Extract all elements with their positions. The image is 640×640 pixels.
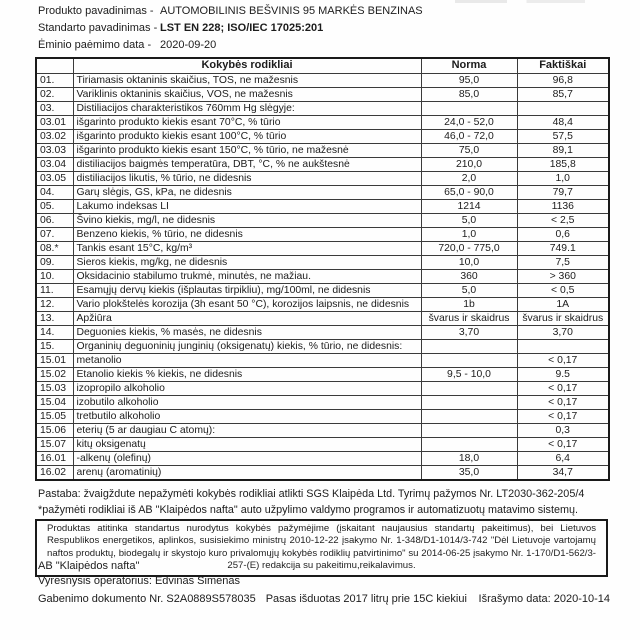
indicator-name: Sieros kiekis, mg/kg, ne didesnis bbox=[73, 255, 421, 269]
note-line-1: Pastaba: žvaigždute nepažymėti kokybės rodikliai atlikti SGS Klaipėda Ltd. Tyrimų pažymos Nr. LT2030-362-205/4 bbox=[38, 488, 585, 500]
faktiskai-value: švarus ir skaidrus bbox=[517, 311, 609, 325]
row-number: 03.02 bbox=[36, 129, 73, 143]
norma-value: 65,0 - 90,0 bbox=[421, 185, 517, 199]
norma-value: 85,0 bbox=[421, 87, 517, 101]
indicator-name: išgarinto produkto kiekis esant 150°C, % tūrio, ne mažesnė bbox=[73, 143, 421, 157]
faktiskai-value: < 0,17 bbox=[517, 395, 609, 409]
indicator-name: Apžiūra bbox=[73, 311, 421, 325]
faktiskai-value: > 360 bbox=[517, 269, 609, 283]
norma-value: 46,0 - 72,0 bbox=[421, 129, 517, 143]
norma-value: 3,70 bbox=[421, 325, 517, 339]
row-number: 09. bbox=[36, 255, 73, 269]
scan-artifact bbox=[455, 0, 585, 3]
norma-value bbox=[421, 381, 517, 395]
indicator-name: Esamųjų dervų kiekis (išplautas tirpikliu), mg/100ml, ne didesnis bbox=[73, 283, 421, 297]
table-row bbox=[36, 255, 609, 269]
norma-value: 360 bbox=[421, 269, 517, 283]
indicator-name: izopropilo alkoholio bbox=[73, 381, 421, 395]
table-row bbox=[36, 311, 609, 325]
faktiskai-value: 9.5 bbox=[517, 367, 609, 381]
indicator-name: Švino kiekis, mg/l, ne didesnis bbox=[73, 213, 421, 227]
norma-value: 720,0 - 775,0 bbox=[421, 241, 517, 255]
row-number: 03.01 bbox=[36, 115, 73, 129]
table-row bbox=[36, 199, 609, 213]
faktiskai-value: 0,6 bbox=[517, 227, 609, 241]
faktiskai-value: 1A bbox=[517, 297, 609, 311]
faktiskai-value: 89,1 bbox=[517, 143, 609, 157]
faktiskai-value: 96,8 bbox=[517, 73, 609, 87]
faktiskai-value: 6,4 bbox=[517, 451, 609, 465]
norma-value: švarus ir skaidrus bbox=[421, 311, 517, 325]
table-row bbox=[36, 157, 609, 171]
faktiskai-value bbox=[517, 101, 609, 115]
standard-name-row bbox=[38, 20, 423, 37]
table-row bbox=[36, 325, 609, 339]
indicator-name: kitų oksigenatų bbox=[73, 437, 421, 451]
norma-value bbox=[421, 101, 517, 115]
row-number: 03.05 bbox=[36, 171, 73, 185]
sample-date-row bbox=[38, 37, 423, 54]
indicator-name: Oksidacinio stabilumo trukmė, minutės, ne mažiau. bbox=[73, 269, 421, 283]
indicator-name: metanolio bbox=[73, 353, 421, 367]
row-number: 06. bbox=[36, 213, 73, 227]
indicator-name: Lakumo indeksas LI bbox=[73, 199, 421, 213]
faktiskai-value: 0,3 bbox=[517, 423, 609, 437]
table-row bbox=[36, 367, 609, 381]
row-number: 15.06 bbox=[36, 423, 73, 437]
indicator-name: Etanolio kiekis % kiekis, ne didesnis bbox=[73, 367, 421, 381]
row-number: 02. bbox=[36, 87, 73, 101]
indicator-name: distiliacijos baigmės temperatūra, DBT, °C, % ne aukštesnė bbox=[73, 157, 421, 171]
row-number: 13. bbox=[36, 311, 73, 325]
faktiskai-value: 185,8 bbox=[517, 157, 609, 171]
table-row bbox=[36, 395, 609, 409]
norma-value bbox=[421, 437, 517, 451]
faktiskai-value: 85,7 bbox=[517, 87, 609, 101]
table-row bbox=[36, 87, 609, 101]
col-header-norma: Norma bbox=[421, 58, 517, 73]
col-header-number bbox=[36, 58, 73, 73]
table-row bbox=[36, 353, 609, 367]
indicator-name: distiliacijos likutis, % tūrio, ne didesnis bbox=[73, 171, 421, 185]
col-header-indicators: Kokybės rodikliai bbox=[73, 58, 421, 73]
faktiskai-value: 3,70 bbox=[517, 325, 609, 339]
company-name: AB "Klaipėdos nafta" bbox=[38, 560, 140, 572]
norma-value: 5,0 bbox=[421, 213, 517, 227]
row-number: 03.03 bbox=[36, 143, 73, 157]
norma-value: 5,0 bbox=[421, 283, 517, 297]
indicator-name: Vario plokštelės korozija (3h esant 50 °C), korozijos laipsnis, ne didesnis bbox=[73, 297, 421, 311]
norma-value: 1,0 bbox=[421, 227, 517, 241]
col-header-faktiskai: Faktiškai bbox=[517, 58, 609, 73]
table-row bbox=[36, 381, 609, 395]
indicator-name: eterių (5 ar daugiau C atomų): bbox=[73, 423, 421, 437]
row-number: 15. bbox=[36, 339, 73, 353]
row-number: 15.04 bbox=[36, 395, 73, 409]
indicator-name: išgarinto produkto kiekis esant 100°C, % tūrio bbox=[73, 129, 421, 143]
indicator-name: Tiriamasis oktaninis skaičius, TOS, ne mažesnis bbox=[73, 73, 421, 87]
table-row bbox=[36, 339, 609, 353]
standard-name-label: Standarto pavadinimas - bbox=[38, 22, 158, 34]
table-row bbox=[36, 465, 609, 480]
indicator-name: Garų slėgis, GS, kPa, ne didesnis bbox=[73, 185, 421, 199]
faktiskai-value bbox=[517, 339, 609, 353]
norma-value: 35,0 bbox=[421, 465, 517, 480]
faktiskai-value: 7,5 bbox=[517, 255, 609, 269]
indicator-name: išgarinto produkto kiekis esant 70°C, % tūrio bbox=[73, 115, 421, 129]
document-header bbox=[38, 3, 423, 54]
product-name-value: AUTOMOBILINIS BEŠVINIS 95 MARKĖS BENZINAS bbox=[160, 5, 423, 17]
indicator-name: Distiliacijos charakteristikos 760mm Hg slėgyje: bbox=[73, 101, 421, 115]
indicator-name: -alkenų (olefinų) bbox=[73, 451, 421, 465]
product-name-label: Produkto pavadinimas - bbox=[38, 5, 154, 17]
standard-name-value: LST EN 228; ISO/IEC 17025:201 bbox=[160, 22, 324, 34]
table-row bbox=[36, 213, 609, 227]
note-line-2: *pažymėti rodikliai iš AB "Klaipėdos nafta" auto užpylimo valdymo programos ir automatizuotų matavimo sistemų. bbox=[38, 504, 578, 516]
norma-value: 18,0 bbox=[421, 451, 517, 465]
row-number: 07. bbox=[36, 227, 73, 241]
faktiskai-value: 34,7 bbox=[517, 465, 609, 480]
table-row bbox=[36, 437, 609, 451]
row-number: 16.02 bbox=[36, 465, 73, 480]
table-row bbox=[36, 73, 609, 87]
faktiskai-value: < 0,5 bbox=[517, 283, 609, 297]
indicator-name: Variklinis oktaninis skaičius, VOS, ne mažesnis bbox=[73, 87, 421, 101]
norma-value: 1214 bbox=[421, 199, 517, 213]
norma-value: 75,0 bbox=[421, 143, 517, 157]
compliance-statement: Produktas atitinka standartus nurodytus kokybės pažymėjime (įskaitant naujausius standartų pakeitimus), bei Lietuvos Respublikos energetikos, aplinkos, susisiekimo ministrų 2010-12-22 įsakymo Nr. 1-348/D1-1014/3-742 "Dėl Lietuvoje vartojamų naftos produktų, biodegalų ir skystojo kuro privalomųjų kokybės rodiklių patvirtinimo" su 2014-06-25 įsakymo Nr. 1-170/D1-562/3-257-(E) redakcija su pakeitimu,reikalavimus. bbox=[35, 519, 608, 577]
indicator-name: Organinių deguoninių junginių (oksigenatų) kiekis, % tūrio, ne didesnis: bbox=[73, 339, 421, 353]
quality-indicators-table bbox=[35, 57, 610, 481]
table-row bbox=[36, 143, 609, 157]
table-row bbox=[36, 409, 609, 423]
table-header-row bbox=[36, 58, 609, 73]
row-number: 01. bbox=[36, 73, 73, 87]
row-number: 15.02 bbox=[36, 367, 73, 381]
transport-document-number: Gabenimo dokumento Nr. S2A0889S578035 bbox=[38, 593, 256, 605]
row-number: 03.04 bbox=[36, 157, 73, 171]
indicator-name: Deguonies kiekis, % masės, ne didesnis bbox=[73, 325, 421, 339]
row-number: 14. bbox=[36, 325, 73, 339]
row-number: 15.07 bbox=[36, 437, 73, 451]
issue-date: Išrašymo data: 2020-10-14 bbox=[478, 593, 610, 605]
row-number: 03. bbox=[36, 101, 73, 115]
norma-value: 210,0 bbox=[421, 157, 517, 171]
norma-value bbox=[421, 423, 517, 437]
row-number: 05. bbox=[36, 199, 73, 213]
indicator-name: Benzeno kiekis, % tūrio, ne didesnis bbox=[73, 227, 421, 241]
row-number: 04. bbox=[36, 185, 73, 199]
product-name-row bbox=[38, 3, 423, 20]
sample-date-value: 2020-09-20 bbox=[160, 39, 217, 51]
note-block bbox=[38, 486, 610, 518]
footer-last-line bbox=[38, 593, 610, 605]
operator-name: Vyresnysis operatorius: Edvinas Simenas bbox=[38, 575, 240, 587]
row-number: 15.05 bbox=[36, 409, 73, 423]
faktiskai-value: 79,7 bbox=[517, 185, 609, 199]
table-row bbox=[36, 171, 609, 185]
indicator-name: arenų (aromatinių) bbox=[73, 465, 421, 480]
table-row bbox=[36, 101, 609, 115]
table-row bbox=[36, 185, 609, 199]
row-number: 10. bbox=[36, 269, 73, 283]
faktiskai-value: 1136 bbox=[517, 199, 609, 213]
table-row bbox=[36, 451, 609, 465]
faktiskai-value: 1,0 bbox=[517, 171, 609, 185]
sample-date-label: Ėminio paėmimo data - bbox=[38, 39, 152, 51]
table-row bbox=[36, 227, 609, 241]
norma-value: 1b bbox=[421, 297, 517, 311]
indicator-name: izobutilo alkoholio bbox=[73, 395, 421, 409]
indicator-name: tretbutilo alkoholio bbox=[73, 409, 421, 423]
table-row bbox=[36, 297, 609, 311]
faktiskai-value: < 0,17 bbox=[517, 437, 609, 451]
table-row bbox=[36, 283, 609, 297]
row-number: 15.01 bbox=[36, 353, 73, 367]
table-row bbox=[36, 241, 609, 255]
row-number: 15.03 bbox=[36, 381, 73, 395]
indicator-name: Tankis esant 15°C, kg/m³ bbox=[73, 241, 421, 255]
table-row bbox=[36, 129, 609, 143]
table-row bbox=[36, 269, 609, 283]
norma-value: 9,5 - 10,0 bbox=[421, 367, 517, 381]
norma-value: 10,0 bbox=[421, 255, 517, 269]
faktiskai-value: 749.1 bbox=[517, 241, 609, 255]
row-number: 16.01 bbox=[36, 451, 73, 465]
norma-value bbox=[421, 395, 517, 409]
spacer bbox=[256, 593, 266, 605]
passport-issued-text: Pasas išduotas 2017 litrų prie 15C kiekiui bbox=[265, 593, 467, 605]
table-row bbox=[36, 115, 609, 129]
row-number: 08.* bbox=[36, 241, 73, 255]
table-row bbox=[36, 423, 609, 437]
faktiskai-value: 48,4 bbox=[517, 115, 609, 129]
norma-value bbox=[421, 409, 517, 423]
norma-value: 24,0 - 52,0 bbox=[421, 115, 517, 129]
faktiskai-value: < 0,17 bbox=[517, 381, 609, 395]
norma-value bbox=[421, 339, 517, 353]
faktiskai-value: < 0,17 bbox=[517, 409, 609, 423]
norma-value bbox=[421, 353, 517, 367]
faktiskai-value: 57,5 bbox=[517, 129, 609, 143]
faktiskai-value: < 2,5 bbox=[517, 213, 609, 227]
row-number: 12. bbox=[36, 297, 73, 311]
norma-value: 95,0 bbox=[421, 73, 517, 87]
faktiskai-value: < 0,17 bbox=[517, 353, 609, 367]
row-number: 11. bbox=[36, 283, 73, 297]
norma-value: 2,0 bbox=[421, 171, 517, 185]
